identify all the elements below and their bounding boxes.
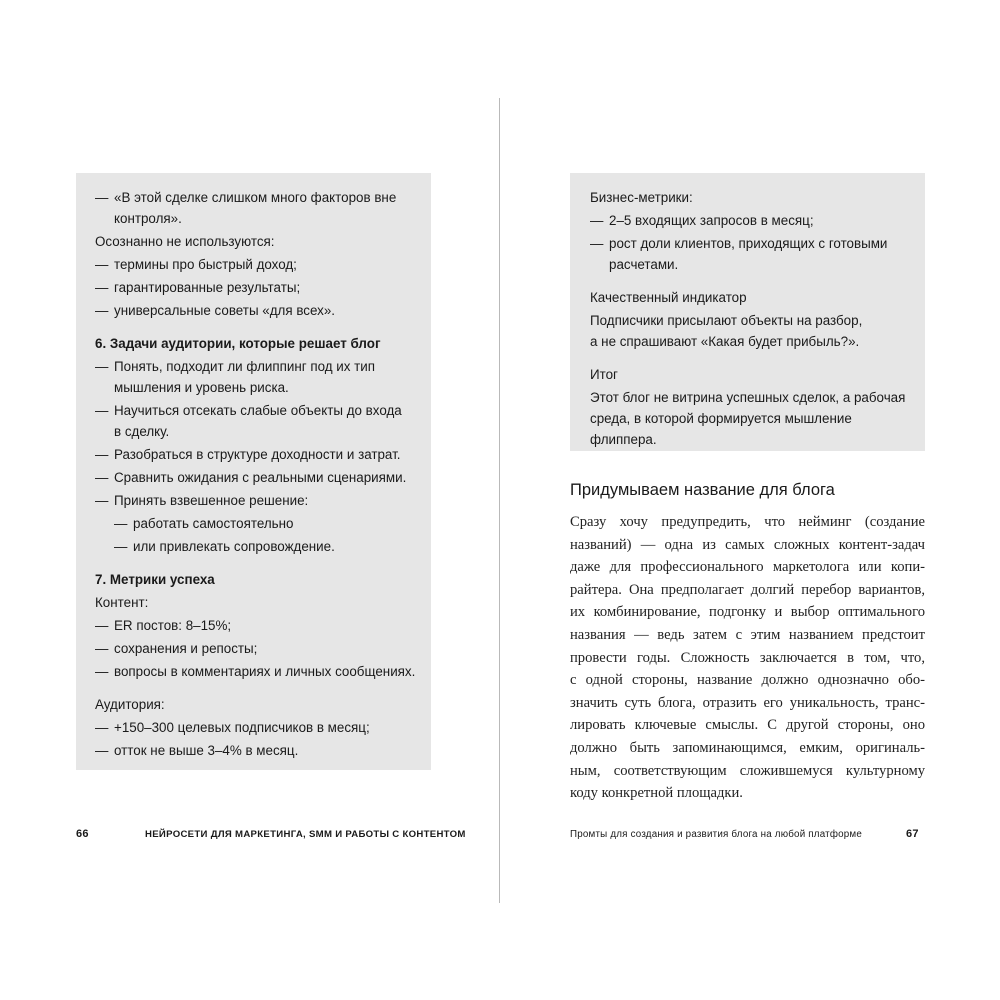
dash-bullet: — [95,403,109,418]
list-item [95,277,413,298]
page-number-right: 67 [906,828,919,840]
paragraph-line: их комбинирование, подгонку и выбор оптимального [570,604,925,621]
dash-bullet: — [95,359,109,374]
body-paragraph [570,511,925,805]
right-sidebar-box [570,173,925,451]
list-item-text: ER постов: 8–15%; [114,618,232,633]
dash-bullet: — [114,539,128,554]
list-item [95,490,413,511]
list-item-text: Разобраться в структуре доходности и затрат. [114,447,401,462]
paragraph-line: должно быть запоминающимся, емким, оригиналь- [570,739,925,756]
dash-bullet: — [95,303,109,318]
dash-bullet: — [95,641,109,656]
list-item [590,210,907,231]
paragraph-line: Сразу хочу предупредить, что нейминг (создание [570,514,925,530]
list-item-text: расчетами. [609,257,679,272]
result-text: Этот блог не витрина успешных сделок, а рабочая [590,390,906,405]
paragraph-line: ным, соответствующим сложившемуся культурному [570,762,925,779]
dash-bullet: — [95,190,109,205]
dash-bullet: — [95,720,109,735]
paragraph-line: названий) — одна из самых сложных контент-задач [570,536,925,553]
paragraph-line: провести годы. Сложность заключается в том, что, [570,649,925,666]
list-item [95,615,413,636]
list-item-text: Сравнить ожидания с реальными сценариями. [114,470,407,485]
paragraph-line: лировать ключевые смыслы. С другой стороны, оно [570,717,925,734]
result-heading: Итог [590,367,618,382]
list-item [590,233,907,275]
dash-bullet: — [95,447,109,462]
left-sidebar-box [76,173,431,770]
dash-bullet: — [95,743,109,758]
paragraph-line: значить суть блога, отразить его уникальность, транс- [570,694,925,711]
list-item-text: сохранения и репосты; [114,641,258,656]
section-6-heading: 6. Задачи аудитории, которые решает блог [95,336,381,351]
list-item-text: или привлекать сопровождение. [133,539,335,554]
list-item [95,254,413,275]
sub-list-item [114,513,413,534]
list-item [95,717,413,738]
list-item-text: термины про быстрый доход; [114,257,297,272]
list-item-text: отток не выше 3–4% в месяц. [114,743,299,758]
running-head-left: НЕЙРОСЕТИ ДЛЯ МАРКЕТИНГА, SMM И РАБОТЫ С КОНТЕНТОМ [145,829,466,840]
quality-indicator-text: а не спрашивают «Какая будет прибыль?». [590,334,860,349]
quote-line: «В этой сделке слишком много факторов вне [114,190,397,205]
dash-bullet: — [95,257,109,272]
paragraph-line: с одной стороны, название должно однозначно обо- [570,672,925,689]
list-item [95,740,413,761]
sub-list-item [114,536,413,557]
result-text: флиппера. [590,432,657,447]
business-metrics-heading: Бизнес-метрики: [590,190,693,205]
list-item-text: работать самостоятельно [133,516,294,531]
list-item-text: вопросы в комментариях и личных сообщениях. [114,664,416,679]
dash-bullet: — [95,280,109,295]
not-used-heading: Осознанно не используются: [95,234,275,249]
list-item [95,638,413,659]
list-item-text: 2–5 входящих запросов в месяц; [609,213,814,228]
quote-line: контроля». [114,211,182,226]
list-item [95,467,413,488]
quality-indicator-text: Подписчики присылают объекты на разбор, [590,313,863,328]
list-item-text: мышления и уровень риска. [114,380,289,395]
list-item [95,356,413,398]
dash-bullet: — [95,470,109,485]
quality-indicator-heading: Качественный индикатор [590,290,747,305]
dash-bullet: — [95,618,109,633]
list-item [95,400,413,442]
dash-bullet: — [95,664,109,679]
paragraph-line: райтера. Она предполагает долгий перебор вариантов, [570,581,925,598]
book-spine [499,98,500,903]
list-item [95,300,413,321]
audience-heading: Аудитория: [95,697,165,712]
dash-bullet: — [95,493,109,508]
list-item-text: универсальные советы «для всех». [114,303,336,318]
list-item-text: гарантированные результаты; [114,280,301,295]
dash-bullet: — [590,236,604,251]
paragraph-line: коду конкретной площадки. [570,785,743,802]
dash-bullet: — [114,516,128,531]
list-item-text: +150–300 целевых подписчиков в месяц; [114,720,370,735]
running-head-right: Промты для создания и развития блога на любой платформе [570,829,862,840]
section-title: Придумываем название для блога [570,481,835,499]
list-item [95,661,416,682]
page-number-left: 66 [76,828,89,840]
dash-bullet: — [590,213,604,228]
content-heading: Контент: [95,595,149,610]
list-item-text: в сделку. [114,424,170,439]
paragraph-line: названия — ведь затем с этим названием предстоит [570,626,925,643]
list-item-text: рост доли клиентов, приходящих с готовыми [609,236,888,251]
list-item [95,187,413,229]
list-item-text: Научиться отсекать слабые объекты до входа [114,403,402,418]
result-text: среда, в которой формируется мышление [590,411,852,426]
list-item [95,444,413,465]
paragraph-line: даже для профессионального маркетолога или копи- [570,559,925,576]
list-item-text: Понять, подходит ли флиппинг под их тип [114,359,376,374]
list-item-text: Принять взвешенное решение: [114,493,309,508]
section-7-heading: 7. Метрики успеха [95,572,215,587]
